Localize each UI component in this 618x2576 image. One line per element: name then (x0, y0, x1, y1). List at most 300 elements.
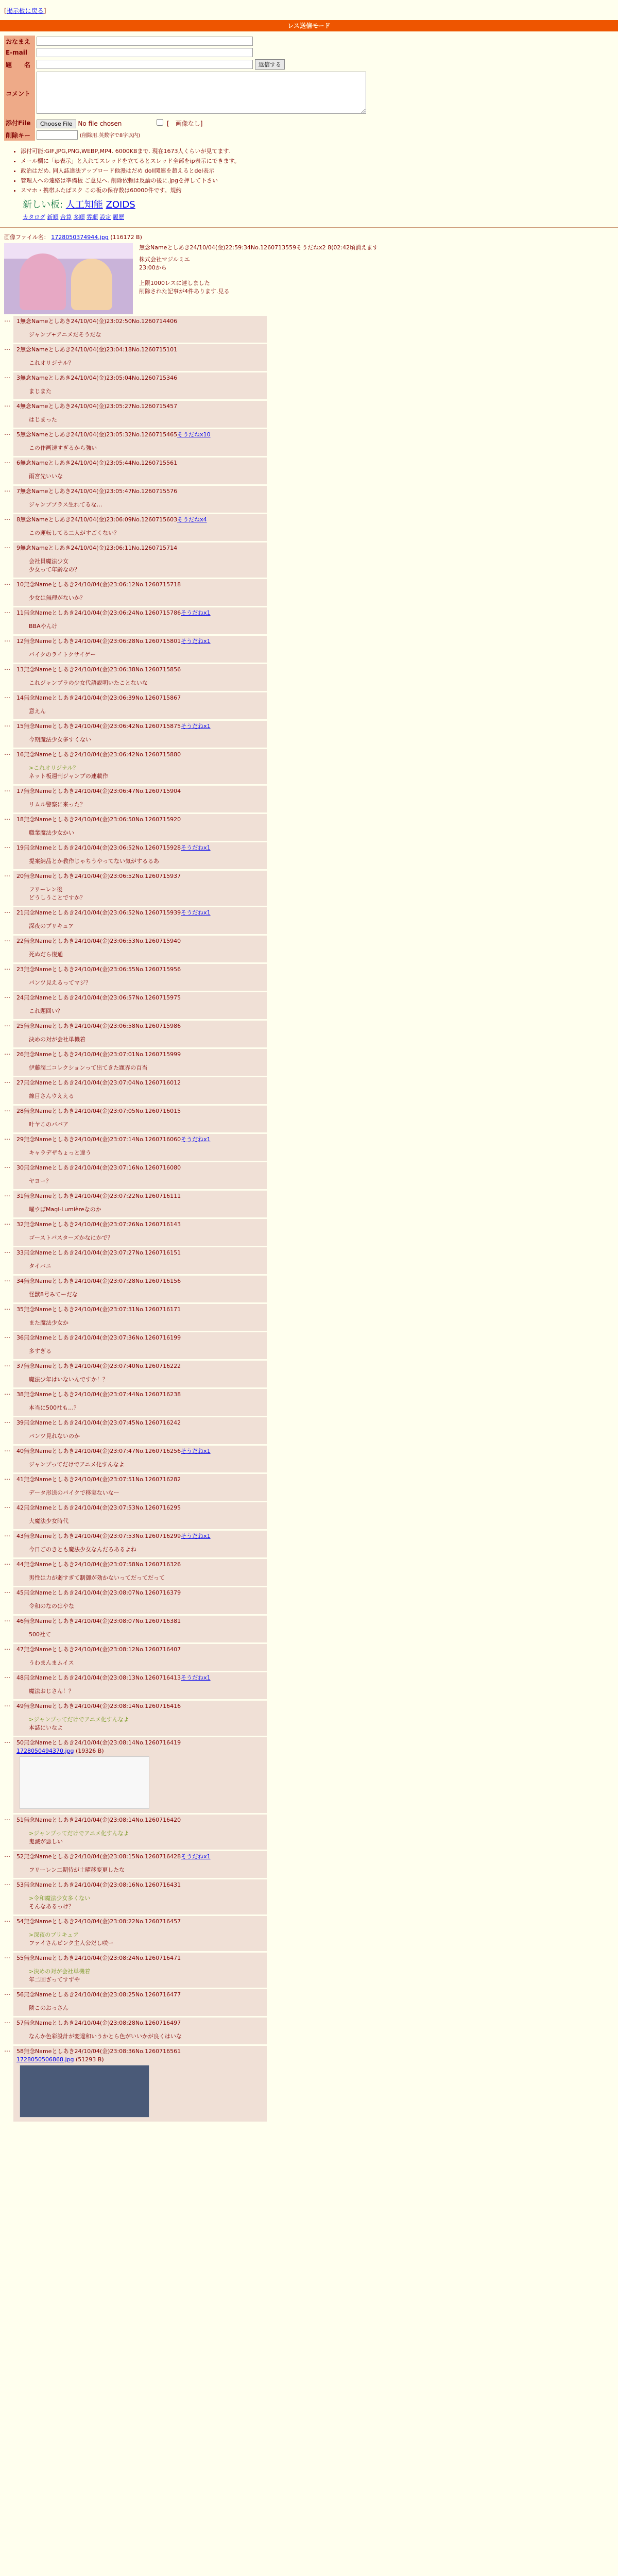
text-line: なんか色彩設計が変違和いうかとら色がいいかが良くはいな (29, 2033, 182, 2040)
reply-text (29, 1930, 264, 1947)
sodane-button[interactable]: そうだねx1 (181, 638, 211, 645)
reply-box (13, 1106, 267, 1132)
reply-box (13, 543, 267, 578)
reply-post (4, 372, 618, 399)
reply-indent: … (4, 636, 10, 643)
reply-header: 28無念Nameとしあき24/10/04(金)23:07:05No.1260716015 (16, 1108, 181, 1114)
reply-header: 56無念Nameとしあき24/10/04(金)23:08:25No.1260716477 (16, 1991, 181, 1998)
text-line: 少女は無理がないか？ (29, 595, 85, 601)
note-item: • スマホ・携帯ふたばスク この板の保存数は60000件です。規約 (21, 186, 618, 194)
reply-header: 25無念Nameとしあき24/10/04(金)23:06:58No.1260715986 (16, 1023, 181, 1029)
reply-header: 49無念Nameとしあき24/10/04(金)23:08:14No.1260716416 (16, 1703, 181, 1709)
reply-box (13, 1304, 267, 1331)
text-line: 曜ウぼMagi-Lumièreなのか (29, 1206, 101, 1213)
reply-text (29, 557, 264, 573)
reply-post (4, 401, 618, 428)
reply-post (4, 749, 618, 784)
reply-text (29, 978, 264, 987)
category-link[interactable]: 雰順 (87, 214, 98, 221)
reply-box (13, 636, 267, 663)
reply-indent: … (4, 1417, 10, 1425)
reply-header: 45無念Nameとしあき24/10/04(金)23:08:07No.1260716379 (16, 1589, 181, 1596)
quote-line: >ジャンプってだけでアニメ化すんなよ (29, 1830, 129, 1837)
reply-header: 8無念Nameとしあき24/10/04(金)23:06:09No.1260715603そうだねx4 (16, 516, 207, 523)
reply-list (0, 316, 618, 2122)
text-line: 少女って年齢なの？ (29, 566, 80, 573)
reply-text (29, 764, 264, 780)
reply-text (29, 1035, 264, 1043)
text-line: 意えん (29, 708, 46, 715)
reply-indent: … (4, 1737, 10, 1744)
reply-box (13, 1616, 267, 1642)
reply-indent: … (4, 871, 10, 878)
reply-post (4, 2046, 618, 2122)
reply-box (13, 1389, 267, 1416)
reply-box (13, 401, 267, 428)
reply-header: 6無念Nameとしあき24/10/04(金)23:05:44No.1260715561 (16, 460, 178, 466)
text-line: 多すぎる (29, 1348, 52, 1354)
text-line: どうしうことですか？ (29, 894, 85, 901)
file-label: 添付File (4, 116, 35, 129)
mode-title-bar: レス送信モード (0, 20, 618, 31)
sodane-button[interactable]: そうだねx1 (181, 1533, 211, 1539)
reply-header: 11無念Nameとしあき24/10/04(金)23:06:24No.1260715786そうだねx1 (16, 609, 211, 616)
reply-indent: … (4, 579, 10, 586)
sodane-button[interactable]: そうだねx1 (181, 609, 211, 616)
reply-indent: … (4, 1502, 10, 1510)
text-line: 深夜のプリキュア (29, 923, 74, 929)
reply-box (13, 1134, 267, 1161)
reply-box (13, 1502, 267, 1529)
reply-header: 29無念Nameとしあき24/10/04(金)23:07:14No.1260716060そうだねx1 (16, 1136, 211, 1143)
top-nav: [掲示板に戻る] (4, 7, 46, 14)
text-line: 鬼滅が悪しい (29, 1838, 63, 1845)
reply-post (4, 907, 618, 934)
reply-header: 50無念Nameとしあき24/10/04(金)23:08:14No.1260716419 (16, 1739, 181, 1746)
reply-indent: … (4, 1644, 10, 1651)
reply-indent: … (4, 429, 10, 436)
reply-post (4, 486, 618, 513)
reply-header: 47無念Nameとしあき24/10/04(金)23:08:12No.1260716407 (16, 1646, 181, 1653)
reply-text (29, 1120, 264, 1128)
reply-box (13, 871, 267, 906)
text-line: 魔法少年はいないんですか！？ (29, 1376, 108, 1383)
reply-header: 7無念Nameとしあき24/10/04(金)23:05:47No.1260715576 (16, 488, 178, 495)
reply-text (29, 707, 264, 715)
reply-text (29, 1318, 264, 1327)
text-line: 雨宮先いいな (29, 473, 63, 480)
reply-text (29, 1829, 264, 1845)
delkey-input[interactable] (37, 130, 78, 140)
reply-text (29, 1403, 264, 1412)
reply-post (4, 1162, 618, 1189)
reply-indent: … (4, 372, 10, 380)
sodane-button[interactable]: そうだねx10 (177, 431, 211, 438)
reply-text (29, 1092, 264, 1100)
file-label-text: 画像ファイル名： (4, 234, 49, 241)
reply-text (29, 387, 264, 395)
reply-box (13, 1077, 267, 1104)
reply-box (13, 372, 267, 399)
reply-post (4, 1417, 618, 1444)
text-line: パンツ見えるってマジ？ (29, 979, 91, 986)
reply-text (29, 679, 264, 687)
reply-post (4, 1049, 618, 1076)
comment-textarea[interactable] (37, 72, 366, 114)
reply-post (4, 1276, 618, 1302)
reply-indent: … (4, 316, 10, 323)
new-board-line (23, 197, 618, 211)
reply-post (4, 429, 618, 456)
reply-indent: … (4, 749, 10, 756)
no-image-checkbox[interactable] (157, 119, 163, 126)
reply-header: 40無念Nameとしあき24/10/04(金)23:07:47No.1260716256そうだねx1 (16, 1448, 211, 1454)
reply-box (13, 786, 267, 812)
reply-post (4, 1815, 618, 1850)
reply-text (29, 1630, 264, 1638)
choose-file-button[interactable]: Choose File (37, 120, 76, 128)
reply-indent: … (4, 1106, 10, 1113)
reply-box (13, 1989, 267, 2016)
reply-post (4, 1531, 618, 1557)
reply-text (29, 472, 264, 480)
category-link[interactable]: 合算 (60, 214, 72, 221)
reply-text (29, 1894, 264, 1910)
reply-box (13, 692, 267, 719)
reply-text (29, 1063, 264, 1072)
text-line: キャラデザちょっと違う (29, 1149, 91, 1156)
reply-text (29, 1233, 264, 1242)
reply-text (29, 1375, 264, 1383)
reply-box (13, 1644, 267, 1671)
reply-text (29, 622, 264, 630)
delkey-note: (削除用.英数字で8字以内) (79, 133, 141, 139)
reply-post (4, 1021, 618, 1047)
reply-header: 20無念Nameとしあき24/10/04(金)23:06:52No.1260715937 (16, 873, 181, 879)
text-line: 叶ヤこのババア (29, 1121, 68, 1128)
reply-header: 39無念Nameとしあき24/10/04(金)23:07:45No.1260716242 (16, 1419, 181, 1426)
sodane-button[interactable]: そうだねx4 (177, 516, 207, 523)
reply-post (4, 607, 618, 634)
note-item: • 政治はだめ. 同人誌違法アップロード他漫はだめ doll関連を超えるとdel表示 (21, 166, 618, 175)
reply-post (4, 1851, 618, 1878)
reply-text (29, 857, 264, 865)
sodane-button[interactable]: そうだねx1 (181, 909, 211, 916)
text-line: これオリジナル？ (29, 360, 74, 366)
reply-indent: … (4, 1616, 10, 1623)
reply-indent: … (4, 664, 10, 671)
sodane-button[interactable]: そうだねx1 (181, 723, 211, 730)
op-file-link[interactable]: 1728050374944.jpg (51, 234, 109, 241)
reply-box (13, 2046, 267, 2122)
text-line: ヤヨー？ (29, 1178, 52, 1184)
subject-input[interactable] (37, 60, 253, 69)
reply-text (29, 1545, 264, 1553)
text-line: ファイさんピンク主人公だし咲ー (29, 1940, 114, 1946)
reply-indent: … (4, 1049, 10, 1056)
category-link[interactable]: 履歴 (113, 214, 124, 221)
reply-indent: … (4, 786, 10, 793)
reply-file-link[interactable]: 1728050494370.jpg (16, 1748, 74, 1754)
reply-text (29, 1967, 264, 1984)
reply-text (29, 1715, 264, 1732)
reply-header: 43無念Nameとしあき24/10/04(金)23:07:53No.1260716299そうだねx1 (16, 1533, 211, 1539)
no-file-text: No file chosen (78, 120, 122, 127)
reply-post (4, 1389, 618, 1416)
reply-box (13, 1587, 267, 1614)
reply-post (4, 457, 618, 484)
op-line: 株式会社マジルミエ (139, 256, 190, 263)
reply-text (29, 444, 264, 452)
reply-header: 46無念Nameとしあき24/10/04(金)23:08:07No.1260716381 (16, 1618, 181, 1624)
reply-box (13, 1672, 267, 1699)
reply-indent: … (4, 1304, 10, 1311)
reply-header: 1無念Nameとしあき24/10/04(金)23:02:50No.1260714406 (16, 318, 178, 325)
op-thumbnail[interactable] (4, 243, 133, 314)
reply-box (13, 664, 267, 691)
reply-text (29, 1687, 264, 1695)
text-line: バイクのライトクサイゲー (29, 651, 96, 658)
reply-box (13, 486, 267, 513)
text-line: フリーレン後 (29, 886, 63, 893)
text-line: 本誌にいなよ (29, 1724, 63, 1731)
reply-text (29, 500, 264, 509)
reply-header: 21無念Nameとしあき24/10/04(金)23:06:52No.1260715939そうだねx1 (16, 909, 211, 916)
subject-label: 題 名 (4, 58, 35, 71)
text-line: うわまんまムイス (29, 1659, 74, 1666)
back-to-board-link[interactable]: 掲示板に戻る (6, 7, 44, 14)
category-link[interactable]: 設定 (99, 214, 111, 221)
reply-text (29, 1517, 264, 1525)
reply-post (4, 1361, 618, 1387)
sodane-button[interactable]: そうだねx1 (181, 1136, 211, 1143)
reply-post (4, 1587, 618, 1614)
category-link[interactable]: 新順 (47, 214, 59, 221)
reply-header: 4無念Nameとしあき24/10/04(金)23:05:27No.1260715457 (16, 403, 178, 410)
text-line: 隣このおっさん (29, 2005, 68, 2011)
reply-indent: … (4, 1276, 10, 1283)
reply-indent: … (4, 814, 10, 821)
reply-box (13, 721, 267, 748)
reply-box (13, 992, 267, 1019)
reply-post (4, 344, 618, 371)
reply-post (4, 992, 618, 1019)
text-line: これジャンプラの少女代語説明いたことないな (29, 680, 148, 686)
reply-header: 15無念Nameとしあき24/10/04(金)23:06:42No.1260715875そうだねx1 (16, 723, 211, 730)
text-line: ネット板週刊ジャンプの連載作 (29, 773, 108, 779)
reply-box (13, 514, 267, 541)
reply-file-line (16, 1748, 264, 1754)
reply-indent: … (4, 964, 10, 971)
reply-post (4, 1247, 618, 1274)
reply-box (13, 749, 267, 784)
reply-post (4, 1559, 618, 1586)
reply-post (4, 842, 618, 869)
reply-header: 5無念Nameとしあき24/10/04(金)23:05:32No.1260715465そうだねx10 (16, 431, 211, 438)
category-link[interactable]: カタログ (23, 214, 45, 221)
reply-text (29, 1460, 264, 1468)
reply-box (13, 1162, 267, 1189)
reply-text (29, 1602, 264, 1610)
reply-header: 9無念Nameとしあき24/10/04(金)23:06:11No.1260715714 (16, 545, 178, 551)
text-line: 決めの対が会社単機着 (29, 1036, 85, 1043)
reply-indent: … (4, 1587, 10, 1595)
reply-box (13, 1916, 267, 1951)
reply-header: 35無念Nameとしあき24/10/04(金)23:07:31No.1260716171 (16, 1306, 181, 1313)
reply-file-link[interactable]: 1728050506868.jpg (16, 2056, 74, 2063)
reply-indent: … (4, 1446, 10, 1453)
reply-indent: … (4, 1953, 10, 1960)
reply-header: 58無念Nameとしあき24/10/04(金)23:08:36No.1260716561 (16, 2048, 181, 2055)
reply-box (13, 2018, 267, 2044)
submit-reply-button[interactable]: 返信する (255, 59, 285, 70)
reply-post (4, 636, 618, 663)
reply-header: 54無念Nameとしあき24/10/04(金)23:08:22No.1260716457 (16, 1918, 181, 1925)
quote-line: >決めの対が会社単機着 (29, 1968, 91, 1975)
reply-box (13, 1276, 267, 1302)
text-line: 怪獣8号みてーだな (29, 1291, 78, 1298)
note-item: • メール欄に「ip表示」と入れてスレッドを立てるとスレッド全部をip表示にできます。 (21, 157, 618, 165)
reply-indent: … (4, 1134, 10, 1141)
delkey-label: 削除キー (4, 129, 35, 141)
reply-post (4, 514, 618, 541)
reply-header: 57無念Nameとしあき24/10/04(金)23:08:28No.1260716497 (16, 2020, 181, 2026)
reply-post (4, 1191, 618, 1217)
reply-indent: … (4, 992, 10, 999)
reply-header: 38無念Nameとしあき24/10/04(金)23:07:44No.1260716238 (16, 1391, 181, 1398)
reply-text (29, 1658, 264, 1667)
reply-post (4, 1332, 618, 1359)
board-notes (21, 147, 618, 194)
reply-box (13, 1191, 267, 1217)
reply-post (4, 1916, 618, 1951)
reply-header: 42無念Nameとしあき24/10/04(金)23:07:53No.1260716295 (16, 1504, 181, 1511)
reply-indent: … (4, 907, 10, 914)
reply-post (4, 664, 618, 691)
reply-post (4, 1737, 618, 1813)
reply-box (13, 1219, 267, 1246)
name-input[interactable] (37, 37, 253, 46)
comment-label: コメント (4, 71, 35, 116)
divider (0, 227, 618, 228)
new-board-prefix: 新しい板: (23, 199, 63, 210)
text-line: 令和のなのはやな (29, 1603, 74, 1609)
text-line: また魔法少女か (29, 1319, 68, 1326)
reply-indent: … (4, 1219, 10, 1226)
reply-post (4, 1953, 618, 1988)
text-line: フリーレン二期待が土曜移変更したな (29, 1867, 125, 1873)
text-line: この運転してる二人がすごくない？ (29, 530, 119, 536)
reply-post (4, 1989, 618, 2016)
text-line: はじまった (29, 416, 57, 423)
category-link[interactable]: 多順 (73, 214, 85, 221)
reply-indent: … (4, 1361, 10, 1368)
email-input[interactable] (37, 48, 253, 57)
reply-header: 12無念Nameとしあき24/10/04(金)23:06:28No.1260715801そうだねx1 (16, 638, 211, 645)
reply-indent: … (4, 1021, 10, 1028)
reply-text (29, 1205, 264, 1213)
reply-header: 55無念Nameとしあき24/10/04(金)23:08:24No.1260716471 (16, 1955, 181, 1961)
category-links (23, 213, 618, 221)
reply-header: 30無念Nameとしあき24/10/04(金)23:07:16No.1260716080 (16, 1164, 181, 1171)
text-line: 伊藤潤二コレクションって出てきた題界の百当 (29, 1064, 148, 1071)
reply-post (4, 1644, 618, 1671)
reply-box (13, 1815, 267, 1850)
reply-box (13, 1332, 267, 1359)
reply-header: 22無念Nameとしあき24/10/04(金)23:06:53No.1260715940 (16, 938, 181, 944)
text-line: 会社員魔法少女 (29, 558, 68, 565)
reply-text (29, 828, 264, 837)
reply-file-size: (51293 B) (74, 2056, 104, 2063)
text-line: 男性は力が弱すぎて制御が効かないってだってだって (29, 1574, 165, 1581)
text-line: これ題回い？ (29, 1008, 63, 1014)
sodane-button[interactable]: そうだねx1 (181, 1448, 211, 1454)
board-link-ai[interactable]: 人工知能 (65, 199, 103, 210)
text-line: 今日ごのきとも魔法少女なんだろあるよね (29, 1546, 136, 1553)
text-line: ゴーストバスターズかなにかで？ (29, 1234, 113, 1241)
reply-box (13, 1701, 267, 1736)
reply-post (4, 1106, 618, 1132)
reply-indent: … (4, 1474, 10, 1481)
text-line: 年二回ざってすずや (29, 1976, 80, 1983)
reply-text (29, 2004, 264, 2012)
op-post (4, 243, 618, 314)
text-line: 死ぬだら復通 (29, 951, 63, 958)
reply-text (29, 650, 264, 658)
reply-header: 44無念Nameとしあき24/10/04(金)23:07:58No.1260716326 (16, 1561, 181, 1568)
reply-indent: … (4, 1989, 10, 1996)
reply-image[interactable] (20, 2065, 149, 2117)
reply-header: 26無念Nameとしあき24/10/04(金)23:07:01No.1260715999 (16, 1051, 181, 1058)
reply-post (4, 1219, 618, 1246)
op-file-size: (116172 B) (110, 234, 142, 241)
reply-box (13, 814, 267, 841)
reply-box (13, 1953, 267, 1988)
reply-box (13, 1737, 267, 1813)
reply-indent: … (4, 344, 10, 351)
reply-indent: … (4, 692, 10, 700)
text-line: 今期魔法少女多すくない (29, 736, 91, 743)
reply-indent: … (4, 1701, 10, 1708)
name-label: おなまえ (4, 36, 35, 47)
reply-box (13, 316, 267, 343)
reply-header: 3無念Nameとしあき24/10/04(金)23:05:04No.1260715346 (16, 375, 178, 381)
reply-indent: … (4, 721, 10, 728)
reply-box (13, 907, 267, 934)
reply-post (4, 2018, 618, 2044)
reply-text (29, 1262, 264, 1270)
reply-header: 10無念Nameとしあき24/10/04(金)23:06:12No.1260715718 (16, 581, 181, 588)
reply-box (13, 429, 267, 456)
reply-indent: … (4, 1916, 10, 1923)
sodane-button[interactable]: そうだねx1 (181, 844, 211, 851)
reply-post (4, 1701, 618, 1736)
text-line: 500社て (29, 1631, 51, 1638)
reply-box (13, 936, 267, 962)
reply-post (4, 1304, 618, 1331)
reply-header: 34無念Nameとしあき24/10/04(金)23:07:28No.1260716156 (16, 1278, 181, 1284)
reply-post (4, 1672, 618, 1699)
reply-text (29, 529, 264, 537)
sodane-button[interactable]: そうだねx1 (181, 1674, 211, 1681)
reply-indent: … (4, 1162, 10, 1170)
reply-indent: … (4, 1077, 10, 1084)
reply-post (4, 1446, 618, 1472)
reply-image[interactable] (20, 1756, 149, 1809)
sodane-button[interactable]: そうだねx1 (181, 1853, 211, 1860)
reply-text (29, 1488, 264, 1497)
board-link-zoids[interactable]: ZOIDS (106, 199, 135, 210)
